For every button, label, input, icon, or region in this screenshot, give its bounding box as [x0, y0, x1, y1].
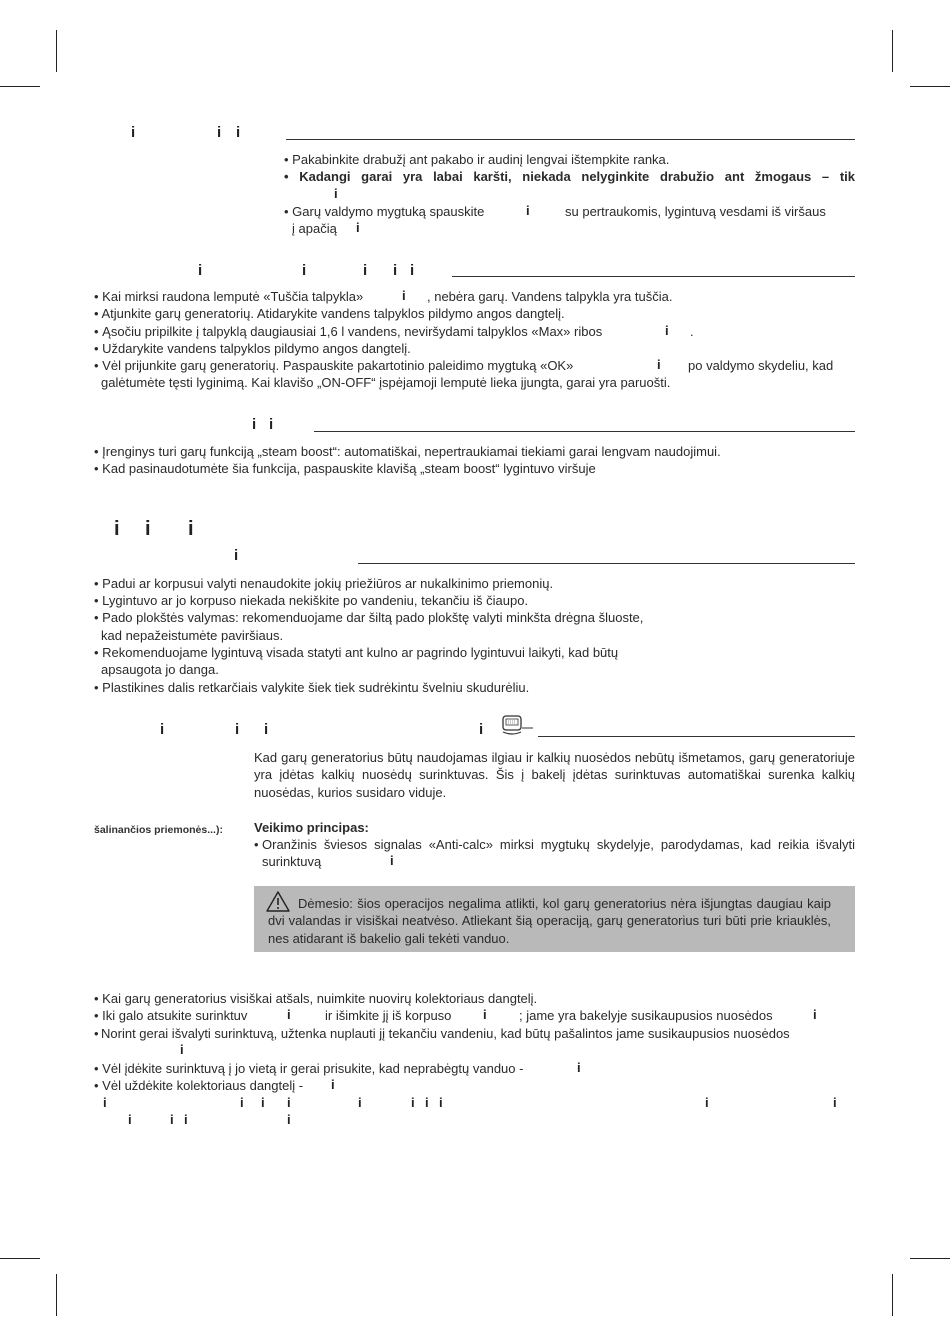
- section-rule: [314, 431, 855, 432]
- item-text: Vėl uždėkite kolektoriaus dangtelį -: [102, 1078, 304, 1093]
- calc-intro: Kad garų generatorius būtų naudojamas ilgiau ir kalkių nuosėdos nebūtų išmetamos, garų generatoriuje yra įdėtas kalkių nuosėdų surinktuvas. Šis į bakelį įdėtas surinktuvas automatiškai surenka kalkių nuosėdas, kurios susidaro viduje.: [254, 750, 855, 800]
- body-fragment: i: [705, 1095, 709, 1110]
- item-text: Iki galo atsukite surinktuv: [102, 1008, 248, 1023]
- body-fragment: i: [103, 1095, 107, 1110]
- crop-mark-tl-h: [0, 86, 40, 87]
- title-fragment: i: [188, 518, 194, 540]
- bullet-item: [94, 592, 528, 609]
- item-continuation: su pertraukomis, lygintuvą vesdami iš viršaus: [565, 204, 826, 219]
- body-fragment: i: [402, 288, 406, 303]
- heading-fragment: i: [302, 262, 307, 279]
- crop-mark-br-v: [892, 1274, 893, 1316]
- bullet-item-warning: [284, 168, 855, 185]
- section-rule: [286, 139, 855, 140]
- item-text: Vėl prijunkite garų generatorių. Paspauskite pakartotinio paleidimo mygtuką «OK»: [102, 358, 574, 373]
- item-text: Norint gerai išvalyti surinktuvą, užtenka nuplauti jį tekančiu vandeniu, kad būtų pašalintos jame susikaupusios nuosėdos: [101, 1026, 790, 1041]
- bullet-item: [94, 644, 618, 661]
- body-fragment: i: [287, 1095, 291, 1110]
- bullet-dot: •: [94, 358, 103, 373]
- item-continuation: ; jame yra bakelyje susikaupusios nuosėdos: [519, 1008, 773, 1023]
- bullet-item: [94, 443, 721, 460]
- bullet-item: [94, 340, 411, 357]
- side-label: šalinančios priemonės...):: [94, 824, 223, 836]
- bullet-dot: •: [94, 1026, 99, 1041]
- title-fragment: i: [145, 518, 151, 540]
- body-fragment: i: [657, 357, 661, 372]
- body-fragment: i: [577, 1060, 581, 1075]
- body-fragment: i: [833, 1095, 837, 1110]
- body-fragment: i: [334, 186, 338, 201]
- bullet-dot: •: [94, 289, 103, 304]
- crop-mark-bl-v: [56, 1274, 57, 1316]
- bullet-dot: •: [94, 1061, 103, 1076]
- principle-title: Veikimo principas:: [254, 820, 369, 835]
- bullet-dot: •: [94, 1008, 103, 1023]
- heading-fragment: i: [236, 124, 241, 141]
- bullet-item: [94, 575, 553, 592]
- item-text: Vėl įdėkite surinktuvą į jo vietą ir gerai prisukite, kad neprabėgtų vanduo -: [102, 1061, 524, 1076]
- body-fragment: i: [261, 1095, 265, 1110]
- body-fragment: i: [390, 853, 394, 868]
- bullet-item: [284, 203, 484, 220]
- heading-fragment: i: [160, 721, 165, 738]
- item-text: Kai mirksi raudona lemputė «Tuščia talpykla»: [102, 289, 364, 304]
- crop-mark-bl-h: [0, 1258, 40, 1259]
- bullet-item: [94, 609, 643, 626]
- body-fragment: i: [170, 1112, 174, 1127]
- bullet-item: [94, 288, 363, 305]
- item-continuation: apsaugota jo danga.: [101, 662, 219, 677]
- item-text: Įrenginys turi garų funkciją „steam boost“: automatiškai, nepertraukiamai tiekiami garai lengvam naudojimui.: [102, 444, 721, 459]
- body-fragment: i: [358, 1095, 362, 1110]
- bullet-dot: •: [254, 837, 259, 852]
- heading-fragment: i: [198, 262, 203, 279]
- item-continuation: ir išimkite jį iš korpuso: [325, 1008, 452, 1023]
- body-fragment: i: [180, 1042, 184, 1057]
- item-text: Lygintuvo ar jo korpuso niekada nekiškite po vandeniu, tekančiu iš čiaupo.: [102, 593, 529, 608]
- bullet-dot: •: [94, 341, 103, 356]
- item-continuation: galėtumėte tęsti lyginimą. Kai klavišo „ON-OFF“ įspėjamoji lemputė lieka įjungta, garai yra paruošti.: [101, 375, 671, 390]
- sentence-end: .: [690, 324, 694, 339]
- heading-fragment: i: [410, 262, 415, 279]
- item-continuation: į apačią: [292, 221, 337, 236]
- bullet-dot: •: [284, 152, 293, 167]
- heading-fragment: i: [363, 262, 368, 279]
- warning-text: Dėmesio: šios operacijos negalima atlikti, kol garų generatorius nėra išjungtas daugiau kaip dvi valandas ir visiškai neatvėso. Atliekant šią operaciją, garų generatorius turi būti prie kriauklės, nes atidarant iš bakelio gali tekėti vanduo.: [268, 896, 831, 946]
- bullet-dot: •: [94, 444, 103, 459]
- bullet-item: [94, 990, 537, 1007]
- item-text: Oranžinis šviesos signalas «Anti-calc» mirksi mygtukų skydelyje, parodydamas, kad reikia išvalyti surinktuvą: [262, 837, 855, 870]
- bullet-item: [284, 151, 669, 168]
- crop-mark-br-h: [910, 1258, 950, 1259]
- bullet-item: [94, 1025, 855, 1042]
- item-text: Plastikines dalis retkarčiais valykite šiek tiek sudrėkintu švelniu skudurėliu.: [102, 680, 530, 695]
- heading-fragment: i: [264, 721, 269, 738]
- body-fragment: i: [184, 1112, 188, 1127]
- item-text: Ąsočiu pripilkite į talpyklą daugiausiai 1,6 l vandens, neviršydami talpyklos «Max» ribos: [102, 324, 603, 339]
- crop-mark-tr-v: [892, 30, 893, 72]
- bullet-dot: •: [284, 204, 293, 219]
- section-rule: [452, 276, 855, 277]
- item-text: Garų valdymo mygtuką spauskite: [292, 204, 485, 219]
- item-text: Pakabinkite drabužį ant pakabo ir audinį lengvai ištempkite ranka.: [292, 152, 670, 167]
- item-text: Rekomenduojame lygintuvą visada statyti ant kulno ar pagrindo lygintuvui laikyti, kad būtų: [102, 645, 619, 660]
- item-continuation: kad nepažeistumėte paviršiaus.: [101, 628, 284, 643]
- item-text: Kadangi garai yra labai karšti, niekada nelyginkite drabužio ant žmogaus – tik: [299, 169, 855, 184]
- bullet-item: [94, 679, 529, 696]
- body-fragment: i: [425, 1095, 429, 1110]
- section-rule: [538, 736, 855, 737]
- body-fragment: i: [439, 1095, 443, 1110]
- item-text: Pado plokštės valymas: rekomenduojame dar šiltą pado plokštę valyti minkšta drėgna šluoste,: [102, 610, 644, 625]
- heading-fragment: i: [131, 124, 136, 141]
- principle-item: [254, 836, 855, 871]
- heading-fragment: i: [479, 721, 484, 738]
- body-fragment: i: [356, 220, 360, 235]
- bullet-dot: •: [94, 1078, 103, 1093]
- item-text: Kai garų generatorius visiškai atšals, nuimkite nuovirų kolektoriaus dangtelį.: [102, 991, 538, 1006]
- body-fragment: i: [483, 1007, 487, 1022]
- item-continuation: , nebėra garų. Vandens talpykla yra tuščia.: [427, 289, 673, 304]
- bullet-item: [94, 305, 565, 322]
- body-fragment: i: [411, 1095, 415, 1110]
- title-fragment: i: [114, 518, 120, 540]
- section-rule: [358, 563, 855, 564]
- bullet-dot: •: [94, 680, 103, 695]
- heading-fragment: i: [269, 416, 274, 433]
- heading-fragment: i: [234, 547, 239, 564]
- item-text: Kad pasinaudotumėte šia funkcija, paspauskite klavišą „steam boost“ lygintuvo viršuje: [102, 461, 596, 476]
- bullet-item: [94, 1060, 523, 1077]
- bullet-dot: •: [284, 169, 300, 184]
- crop-mark-tr-h: [910, 86, 950, 87]
- body-fragment: i: [331, 1077, 335, 1092]
- crop-mark-tl-v: [56, 30, 57, 72]
- bullet-dot: •: [94, 461, 103, 476]
- bullet-dot: •: [94, 991, 103, 1006]
- bullet-dot: •: [94, 576, 103, 591]
- anticalc-collector-icon: [500, 714, 534, 738]
- body-fragment: i: [665, 323, 669, 338]
- bullet-item: [94, 1007, 247, 1024]
- item-text: Atjunkite garų generatorių. Atidarykite vandens talpyklos pildymo angos dangtelį.: [101, 306, 565, 321]
- bullet-item: [94, 1077, 303, 1094]
- body-fragment: i: [287, 1112, 291, 1127]
- item-continuation: po valdymo skydeliu, kad: [688, 358, 834, 373]
- body-fragment: i: [287, 1007, 291, 1022]
- warning-box: [254, 886, 855, 952]
- heading-fragment: i: [252, 416, 257, 433]
- bullet-dot: •: [94, 324, 103, 339]
- bullet-item: [94, 460, 596, 477]
- item-text: Uždarykite vandens talpyklos pildymo angos dangtelį.: [102, 341, 411, 356]
- item-text: Padui ar korpusui valyti nenaudokite jokių priežiūros ar nukalkinimo priemonių.: [102, 576, 554, 591]
- body-fragment: i: [813, 1007, 817, 1022]
- bullet-dot: •: [94, 645, 103, 660]
- body-fragment: i: [240, 1095, 244, 1110]
- bullet-dot: •: [94, 306, 102, 321]
- body-fragment: i: [128, 1112, 132, 1127]
- body-fragment: i: [526, 203, 530, 218]
- bullet-item: [94, 323, 602, 340]
- heading-fragment: i: [235, 721, 240, 738]
- heading-fragment: i: [393, 262, 398, 279]
- heading-fragment: i: [217, 124, 222, 141]
- bullet-dot: •: [94, 610, 103, 625]
- bullet-dot: •: [94, 593, 103, 608]
- bullet-item: [94, 357, 573, 374]
